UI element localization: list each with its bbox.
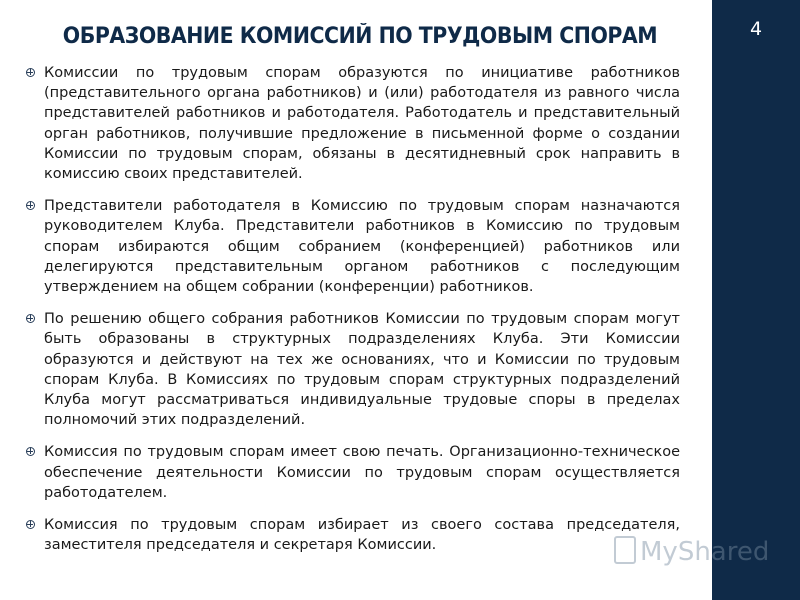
- circle-cross-icon: [26, 520, 35, 529]
- watermark: [614, 536, 769, 567]
- slide-number: 4: [749, 18, 763, 40]
- bullet-text: По решению общего собрания работников Комиссии по трудовым спорам могут быть образованы в структурных подразделениях Клуба. Эти Комиссии образуются и действуют на тех же основаниях, что и Комиссии по трудовым спорам Клуба. В Комиссиях по трудовым спорам структурных подразделений Клуба могут рассматриваться индивидуальные трудовые споры в пределах полномочий этих подразделений.: [44, 311, 680, 429]
- bullet-item: [24, 309, 680, 430]
- bullet-item: [24, 515, 680, 555]
- circle-cross-icon: [26, 447, 35, 456]
- bullet-item: [24, 442, 680, 503]
- bullet-item: [24, 196, 680, 297]
- bullet-text: Представители работодателя в Комиссию по трудовым спорам назначаются руководителем Клуба. Представители работников в Комиссию по трудовым спорам избираются общим собранием (конференцией) работников или делегируются представительным органом работников с последующим утверждением на общем собрании (конференции) работников.: [44, 198, 680, 296]
- bullet-text: Комиссия по трудовым спорам избирает из своего состава председателя, заместителя председателя и секретаря Комиссии.: [44, 517, 680, 554]
- slide-title: ОБРАЗОВАНИЕ КОМИССИЙ ПО ТРУДОВЫМ СПОРАМ: [62, 24, 658, 49]
- bullet-text: Комиссия по трудовым спорам имеет свою печать. Организационно-техническое обеспечение деятельности Комиссии по трудовым спорам осуществляется работодателем.: [44, 444, 680, 501]
- circle-cross-icon: [26, 201, 35, 210]
- side-panel: [712, 0, 800, 600]
- bullet-list: [24, 63, 680, 567]
- watermark-logo-icon: [614, 536, 636, 564]
- watermark-text: MyShared: [640, 537, 770, 567]
- circle-cross-icon: [26, 314, 35, 323]
- bullet-item: [24, 63, 680, 184]
- bullet-text: Комиссии по трудовым спорам образуются по инициативе работников (представительного органа работников) и (или) работодателя из равного числа представителей работников и работодателя. Работодатель и представительный орган работников, получившие предложение в письменной форме о создании Комиссии по трудовым спорам, обязаны в десятидневный срок направить в комиссию своих представителей.: [44, 65, 680, 183]
- circle-cross-icon: [26, 68, 35, 77]
